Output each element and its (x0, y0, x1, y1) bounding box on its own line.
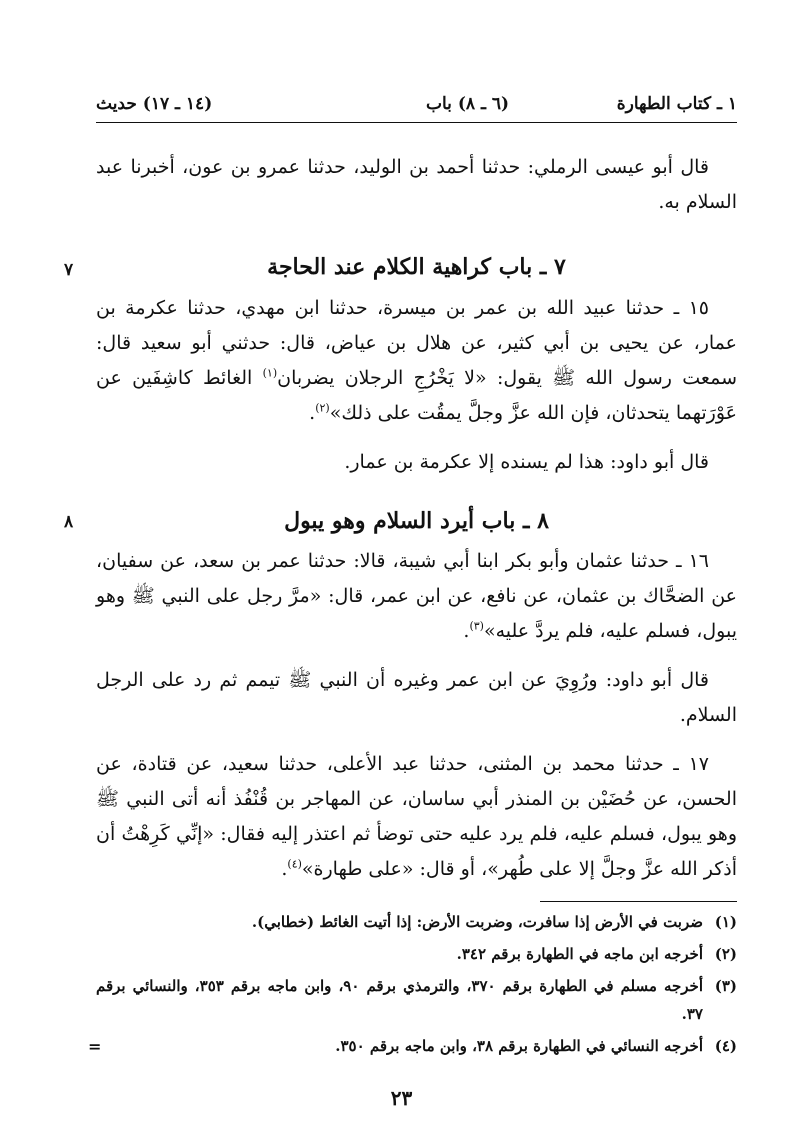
footnote (96, 908, 737, 936)
commentary-paragraph: قال أبو داود: ورُوِيَ عن ابن عمر وغيره أن النبي ﷺ تيمم ثم رد على الرجل السلام. (96, 669, 737, 726)
hadith-text: ١٥ ـ حدثنا عبيد الله بن عمر بن ميسرة، حدثنا ابن مهدي، حدثنا عكرمة بن عمار، عن يحيى بن أبي كثير، عن هلال بن عياض، قال: حدثني أبو سعيد قال: سمعت رسول الله ﷺ يقول: «لا يَخْرُجِ الرجلان يضربان (96, 297, 737, 389)
footnote-text: أخرجه مسلم في الطهارة برقم ٣٧٠، والترمذي برقم ٩٠، وابن ماجه برقم ٣٥٣، والنسائي برقم ٣٧. (96, 977, 703, 1023)
hadith-paragraph (96, 747, 737, 887)
footnote-number: (٤) (714, 1037, 737, 1055)
footnote (96, 972, 737, 1028)
footnote-number: (٣) (714, 977, 737, 995)
footnote (96, 940, 737, 968)
footnote-ref: (٤) (287, 857, 302, 871)
header-chapter-range: (٦ ـ ٨) باب (426, 94, 510, 114)
hadith-text-end: . (281, 858, 288, 880)
footnote-ref: (١) (262, 366, 278, 380)
footnote-ref: (٣) (469, 619, 484, 633)
page-number: ٢٣ (390, 1086, 413, 1110)
footnote-number: (٢) (714, 945, 737, 963)
footnote-text: أخرجه النسائي في الطهارة برقم ٣٨، وابن ماجه برقم ٣٥٠. (335, 1037, 703, 1055)
header-book-title: ١ ـ كتاب الطهارة (616, 94, 737, 114)
hadith-text-end: . (309, 402, 316, 424)
margin-chapter-number: ٨ (64, 512, 74, 532)
footnote-text: أخرجه ابن ماجه في الطهارة برقم ٣٤٢. (456, 945, 703, 963)
hadith-text: ١٦ ـ حدثنا عثمان وأبو بكر ابنا أبي شيبة، قالا: حدثنا عمر بن سعد، عن سفيان، عن الضحَّاك بن عثمان، عن نافع، عن ابن عمر، قال: «مرَّ رجل على النبي ﷺ وهو يبول، فسلم عليه، فلم يردَّ عليه» (96, 550, 737, 642)
commentary-paragraph: قال أبو داود: هذا لم يسنده إلا عكرمة بن عمار. (344, 451, 709, 473)
continuation-mark: = (88, 1037, 102, 1056)
footnote-separator (540, 901, 737, 902)
chapter-8-body (96, 544, 737, 901)
margin-chapter-number: ٧ (64, 260, 74, 280)
footnote-number: (١) (714, 913, 737, 931)
intro-block (96, 150, 737, 234)
hadith-paragraph (96, 291, 737, 431)
hadith-text-end: . (463, 620, 470, 642)
hadith-paragraph (96, 544, 737, 649)
chapter-7-body (96, 291, 737, 494)
footnote-text: ضربت في الأرض إذا سافرت، وضربت الأرض: إذا أتيت الغائط (خطابي). (251, 913, 703, 931)
chapter-heading: ٧ ـ باب كراهية الكلام عند الحاجة (267, 254, 566, 280)
running-header (96, 90, 737, 123)
isnad-paragraph: قال أبو عيسى الرملي: حدثنا أحمد بن الوليد، حدثنا عمرو بن عون، أخبرنا عبد السلام به. (96, 156, 737, 213)
footnote (96, 1032, 737, 1060)
footnote-ref: (٢) (315, 401, 330, 415)
footnotes (96, 908, 737, 1064)
header-hadith-range: (١٤ ـ ١٧) حديث (96, 94, 213, 114)
chapter-heading: ٨ ـ باب أيرد السلام وهو يبول (284, 508, 549, 534)
hadith-text: الغائط كاشِفَين عن عَوْرَتهما يتحدثان، فإن الله عزَّ وجلَّ يمقُت على ذلك» (96, 367, 737, 424)
hadith-text: ١٧ ـ حدثنا محمد بن المثنى، حدثنا عبد الأعلى، حدثنا سعيد، عن قتادة، عن الحسن، عن حُضَيْن بن المنذر أبي ساسان، عن المهاجر بن قُنْفُذ أنه أتى النبي ﷺ وهو يبول، فسلم عليه، فلم يرد عليه حتى توضأ ثم اعتذر إليه فقال: «إنِّي كَرِهْتُ أن أذكر الله عزَّ وجلَّ إلا على طُهر»، أو قال: «على طهارة» (96, 753, 737, 880)
